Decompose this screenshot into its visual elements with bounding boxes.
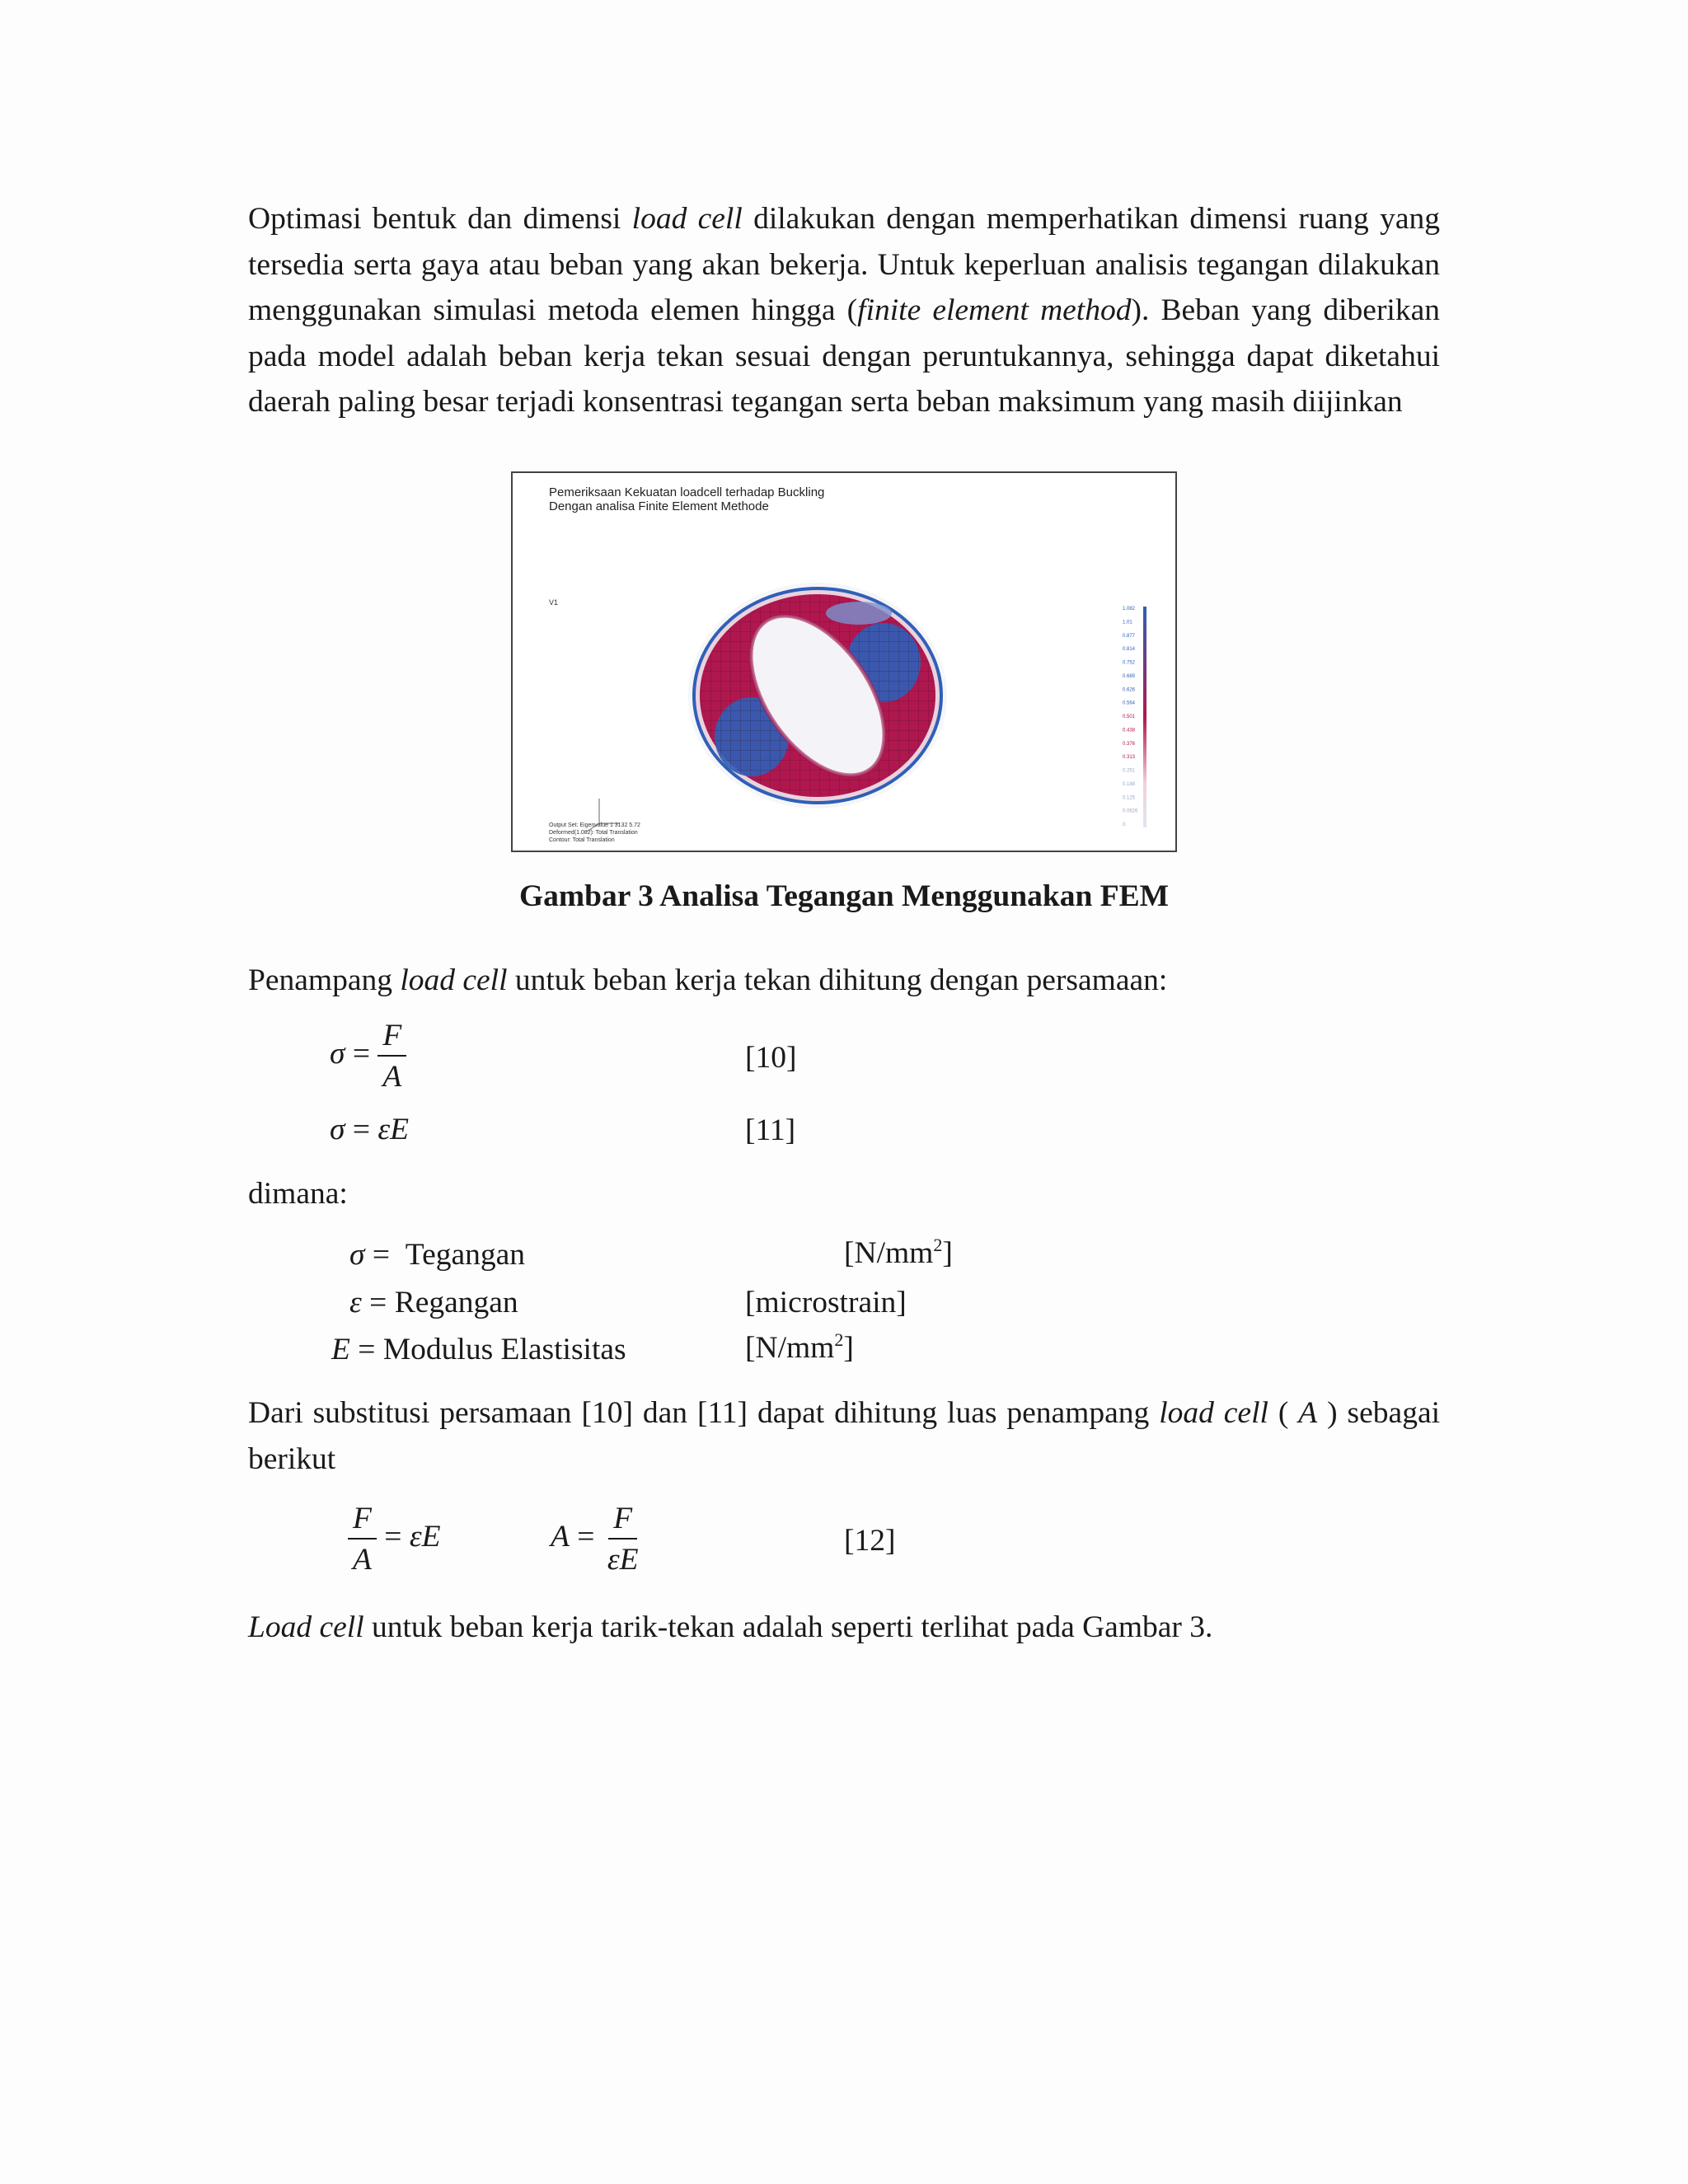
denominator: A	[382, 1059, 402, 1094]
legend-value: 0.188	[1123, 781, 1136, 787]
text-run: ). Beban yang diberikan pada model adalah beban kerja tekan sesuai dengan peruntukannya, sehingga dapat diketahui daerah paling besar terjadi konsentrasi tegangan serta beban maksimum yang masih diijinkan	[248, 293, 1440, 419]
legend-value: 0.125	[1123, 795, 1136, 801]
separator: =	[349, 1333, 383, 1366]
italic-term: Load cell	[248, 1610, 364, 1644]
fraction	[377, 1020, 406, 1092]
equals-sign: =	[569, 1520, 603, 1554]
symbol: E	[331, 1333, 350, 1366]
intro-paragraph	[248, 196, 1440, 425]
figure-footer-line2: Deformed(1.082): Total Translation	[549, 830, 638, 836]
definition-label: Modulus Elastisitas	[382, 1333, 626, 1366]
unit-text: [N/mm	[844, 1236, 934, 1270]
equals-sign: =	[345, 1037, 378, 1071]
figure-footer-line1: Output Set: Eigenvalue 1 3132 5.72	[549, 823, 640, 828]
legend-value: 1.01	[1123, 620, 1132, 626]
equation-12-right	[551, 1503, 644, 1575]
text-run: (	[1268, 1396, 1299, 1430]
fem-figure-graphic	[513, 473, 1175, 851]
legend-value: 0.376	[1123, 741, 1136, 747]
legend-value: 0.877	[1123, 633, 1136, 639]
unit-text: [microstrain]	[745, 1286, 907, 1319]
equation-11	[330, 1114, 409, 1146]
definition-label: Regangan	[394, 1286, 518, 1319]
equals-sign: =	[376, 1520, 410, 1554]
denominator: A	[353, 1542, 372, 1577]
italic-term: finite element method	[857, 293, 1132, 327]
area-symbol: A	[551, 1520, 570, 1554]
figure-caption: Gambar 3 Analisa Tegangan Menggunakan FEM	[518, 879, 1170, 913]
sigma-symbol: σ	[330, 1037, 345, 1071]
legend-value: 0.501	[1123, 715, 1136, 719]
unit-text: ]	[942, 1236, 953, 1270]
unit-text: ]	[843, 1331, 854, 1365]
text-run: untuk beban kerja tekan dihitung dengan persamaan:	[507, 963, 1168, 997]
equation-10-ref: [10]	[745, 1041, 797, 1075]
equals-sign: =	[345, 1113, 378, 1146]
italic-term: load cell	[631, 202, 743, 236]
definition-modulus	[331, 1334, 626, 1366]
equation-10	[330, 1020, 406, 1092]
definition-sigma	[349, 1240, 525, 1271]
equation-11-ref: [11]	[745, 1113, 796, 1147]
separator: =	[361, 1286, 395, 1319]
unit-superscript: 2	[834, 1329, 844, 1350]
legend-value: 0.251	[1123, 768, 1136, 774]
numerator: F	[608, 1503, 637, 1540]
figure-footer-line3: Contour: Total Translation	[549, 837, 615, 843]
unit-modulus	[745, 1329, 854, 1365]
equation-intro	[248, 958, 1440, 1004]
italic-term: A	[1298, 1396, 1318, 1430]
equation-12-left	[348, 1503, 441, 1575]
legend-value: 0.438	[1123, 728, 1136, 733]
sigma-symbol: σ	[330, 1113, 345, 1146]
text-run: ) sebagai berikut	[248, 1396, 1448, 1476]
fem-figure	[511, 471, 1177, 852]
view-label: V1	[549, 598, 559, 607]
italic-term: load cell	[400, 963, 508, 997]
legend-value: 0.0626	[1123, 808, 1138, 814]
legend-value: 0.	[1123, 823, 1128, 827]
load-cell-model	[694, 588, 941, 803]
dimana-label: dimana:	[248, 1177, 348, 1211]
figure-title-line1: Pemeriksaan Kekuatan loadcell terhadap Buckling	[549, 485, 825, 499]
separator: =	[364, 1238, 406, 1272]
definition-epsilon	[349, 1287, 518, 1319]
strain-modulus-term: εE	[409, 1520, 441, 1554]
italic-term: load cell	[1159, 1396, 1268, 1430]
fraction	[348, 1503, 377, 1575]
unit-epsilon	[745, 1287, 907, 1319]
legend-value: 0.626	[1123, 687, 1136, 693]
strain-modulus-term: εE	[377, 1113, 410, 1146]
legend-value: 0.752	[1123, 660, 1136, 666]
symbol: σ	[349, 1238, 365, 1272]
unit-superscript: 2	[933, 1235, 943, 1255]
denominator: εE	[607, 1542, 639, 1577]
fraction	[603, 1503, 644, 1575]
unit-sigma	[844, 1235, 953, 1270]
legend-value: 0.313	[1123, 755, 1136, 761]
equation-12-ref: [12]	[844, 1524, 896, 1558]
numerator: F	[348, 1503, 377, 1540]
figure-title-line2: Dengan analisa Finite Element Methode	[549, 499, 769, 513]
closing-paragraph	[248, 1605, 1440, 1651]
symbol: ε	[349, 1286, 362, 1319]
numerator: F	[377, 1020, 406, 1057]
unit-text: [N/mm	[745, 1331, 835, 1365]
text-run: dilakukan dengan memperhatikan dimensi ruang yang tersedia serta gaya atau beban yang akan bekerja. Untuk keperluan analisis tegangan dilakukan menggunakan simulasi metoda elemen hingga (	[248, 202, 1440, 327]
definition-label: Tegangan	[405, 1238, 526, 1272]
text-run: untuk beban kerja tarik-tekan adalah seperti terlihat pada Gambar 3.	[363, 1610, 1213, 1644]
legend-value: 0.689	[1123, 673, 1136, 679]
substitution-paragraph	[248, 1390, 1448, 1482]
legend-value: 0.814	[1123, 647, 1136, 653]
text-run: Penampang	[248, 963, 401, 997]
legend-value: 1.082	[1123, 607, 1136, 612]
legend-value: 0.564	[1123, 701, 1136, 706]
text-run: Dari substitusi persamaan [10] dan [11] dapat dihitung luas penampang	[248, 1396, 1160, 1430]
text-run: Optimasi bentuk dan dimensi	[248, 202, 632, 236]
